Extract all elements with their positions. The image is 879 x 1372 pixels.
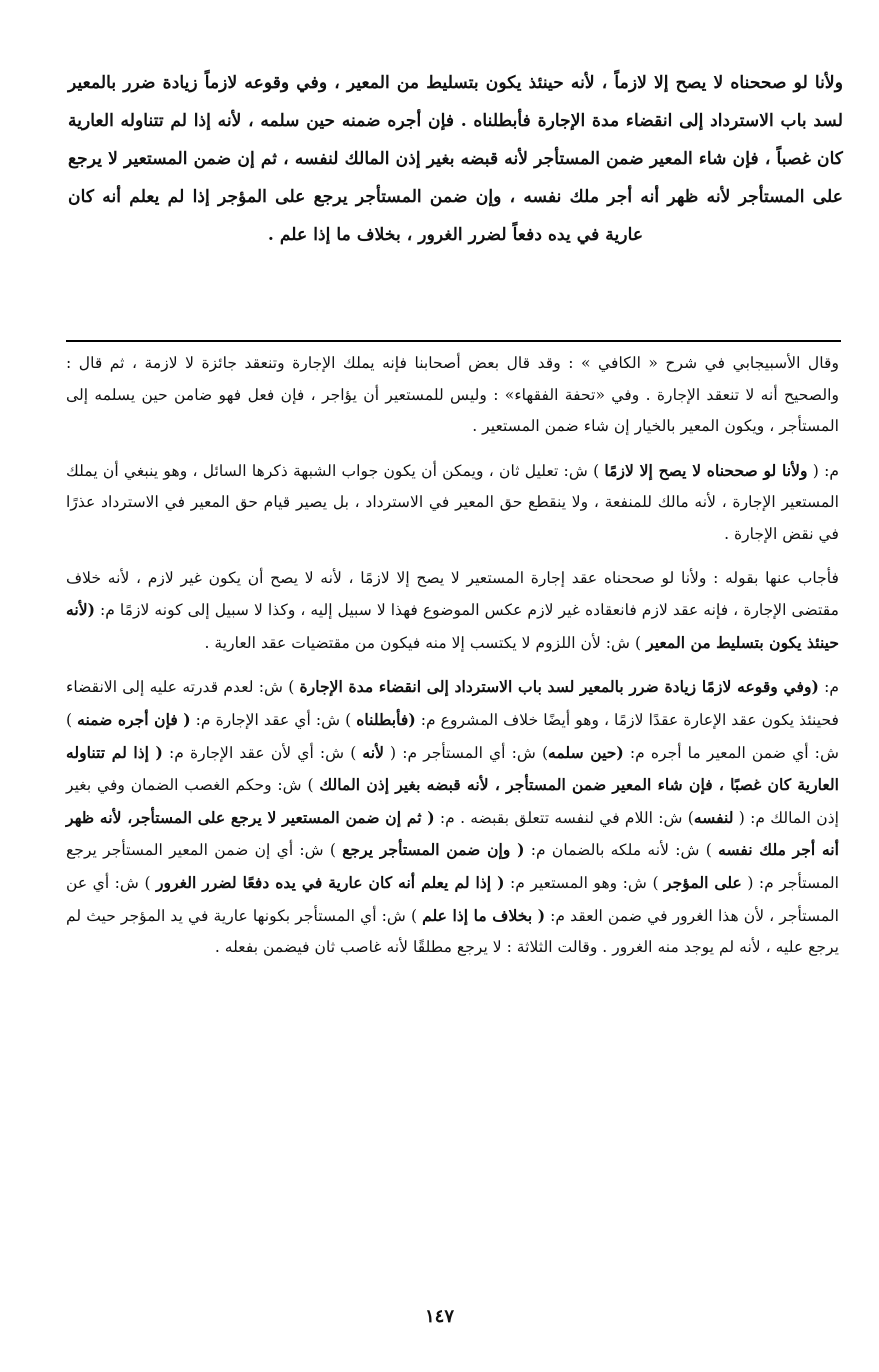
commentary-paragraph-3: فأجاب عنها بقوله : ولأنا لو صححناه عقد إجارة المستعير لا يصح إلا لازمًا ، لأنه لا يصح أن يكون غير لازم ، لأنه خلاف مقتضى الإجارة ، فإنه عقد لازم فانعقاده غير لازم عكس الموضوع فهذا لا سبيل إليه ، وكذا لا سبيل إلى كونه لازمًا م: (لأنه حينئذ يكون بتسليط من المعير ) ش: لأن اللزوم لا يكتسب إلا منه فيكون من مقتضيات عقد العارية .	[66, 568, 839, 652]
page-number: ١٤٧	[424, 1306, 454, 1327]
commentary	[66, 348, 839, 976]
commentary-paragraph-4: م: (وفي وقوعه لازمًا زيادة ضرر بالمعير لسد باب الاسترداد إلى انقضاء مدة الإجارة ) ش: لعدم قدرته عليه إلى الانقضاء فحينئذ يكون عقد الإعارة عقدًا لازمًا ، وهو أيضًا خلاف المشروع م: (فأبطلناه ) ش: أي عقد الإجارة م: ( فإن أجره ضمنه ) ش: أي ضمن المعير ما أجره م: (حين سلمه) ش: أي المستأجر م: ( لأنه ) ش: أي لأن عقد الإجارة م: ( إذا لم تتناوله العارية كان غصبًا ، فإن شاء المعير ضمن المستأجر ، لأنه قبضه بغير إذن المالك ) ش: وحكم الغصب الضمان وفي بغير إذن المالك م: ( لنفسه) ش: اللام في لنفسه تتعلق بقبضه . م: ( ثم إن ضمن المستعير لا يرجع على المستأجر، لأنه ظهر أنه أجر ملك نفسه ) ش: لأنه ملكه بالضمان م: ( وإن ضمن المستأجر يرجع ) ش: أي إن ضمن المعير المستأجر يرجع المستأجر م: ( على المؤجر ) ش: وهو المستعير م: ( إذا لم يعلم أنه كان عارية في يده دفعًا لضرر الغرور ) ش: أي عن المستأجر ، لأن هذا الغرور في ضمن العقد م: ( بخلاف ما إذا علم ) ش: أي المستأجر بكونها عارية في يد المؤجر حيث لم يرجع عليه ، لأنه لم يوجد منه الغرور . وقالت الثلاثة : لا يرجع مطلقًا لأنه غاصب ثان فيضمن بفعله .	[66, 677, 839, 957]
commentary-paragraph-1: وقال الأسبيجابي في شرح « الكافي » : وقد قال بعض أصحابنا فإنه يملك الإجارة وتنعقد جائزة لا لازمة ، ثم قال : والصحيح أنه لا تنعقد الإجارة . وفي «تحفة الفقهاء» : وليس للمستعير أن يؤاجر ، فإن فعل فهو ضامن حين يسلمه إلى المستأجر ، ويكون المعير بالخيار إن شاء ضمن المستعير .	[66, 354, 839, 436]
separator-line	[66, 340, 841, 342]
main-text: ولأنا لو صححناه لا يصح إلا لازماً ، لأنه حينئذ يكون بتسليط من المعير ، وفي وقوعه لازماً زيادة ضرر بالمعير لسد باب الاسترداد إلى انقضاء مدة الإجارة فأبطلناه . فإن أجره ضمنه حين سلمه ، لأنه إذا لم تتناوله العارية كان غصباً ، فإن شاء المعير ضمن المستأجر لأنه قبضه بغير إذن المالك لنفسه ، ثم إن ضمن المستعير لا يرجع على المستأجر لأنه ظهر أنه أجر ملك نفسه ، وإن ضمن المستأجر يرجع على المؤجر إذا لم يعلم أنه كان عارية في يده دفعاً لضرر الغرور ، بخلاف ما إذا علم .	[68, 73, 843, 245]
commentary-paragraph-2: م: ( ولأنا لو صححناه لا يصح إلا لازمًا ) ش: تعليل ثان ، ويمكن أن يكون جواب الشبهة ذكرها السائل ، وهو ينبغي أن يملك المستعير الإجارة ، لأنه مالك للمنفعة ، ولا ينقطع حق المعير في الاسترداد ، بل يصير قيام حق المعير في الاسترداد عذرًا في نقض الإجارة .	[66, 460, 839, 543]
